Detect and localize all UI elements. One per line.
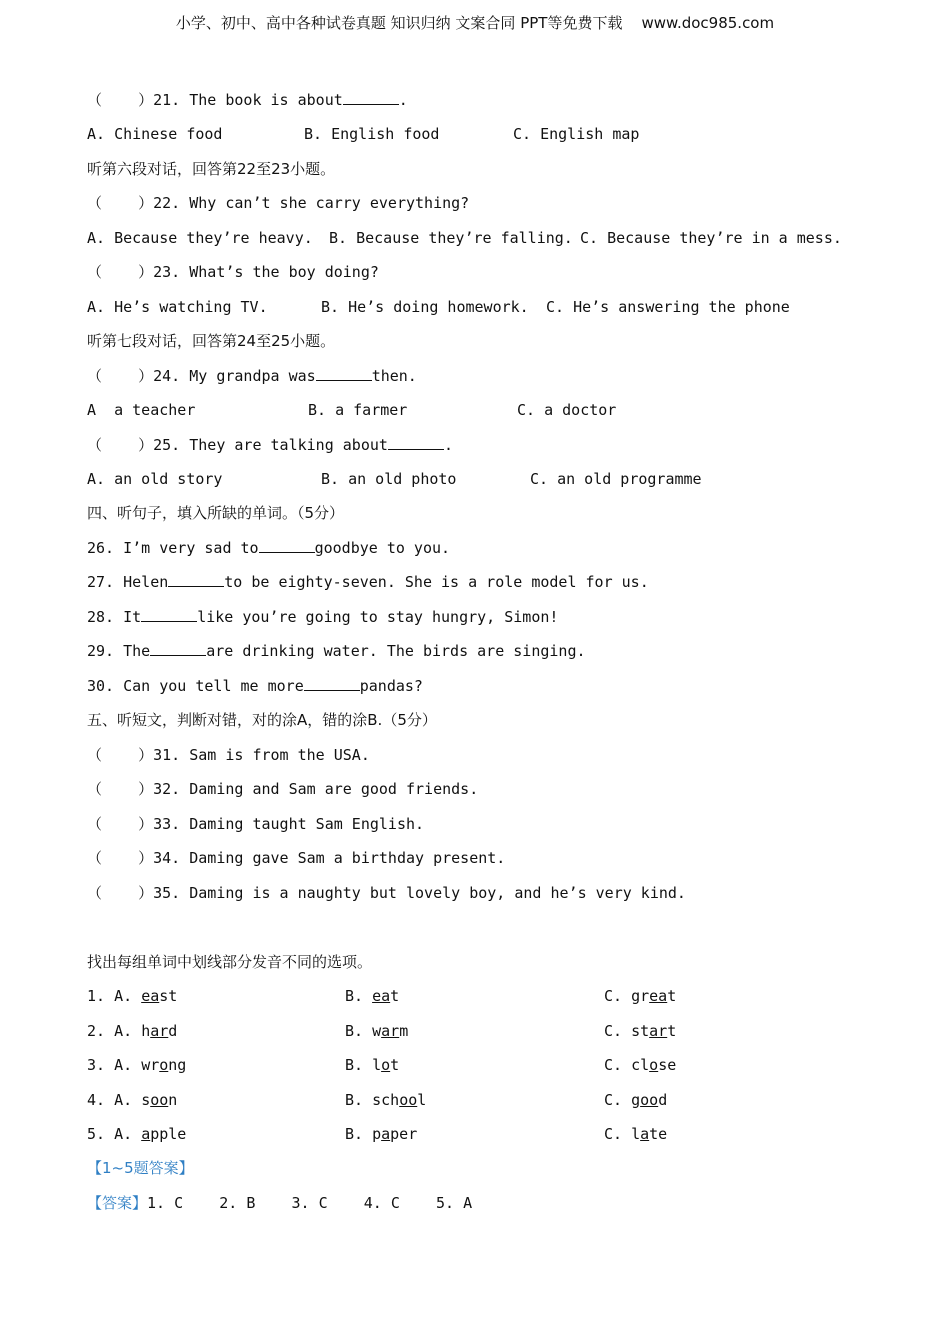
word-part: t [390, 1056, 400, 1074]
page-header: 小学、初中、高中各种试卷真题 知识归纳 文案合同 PPT等免费下载 www.doc985.com [175, 14, 775, 32]
word-part: st [159, 987, 178, 1005]
word-part: wr [141, 1056, 160, 1074]
word-part: per [390, 1125, 418, 1143]
option-22-c: C. Because they’re in a mess. [580, 229, 842, 247]
word-part: l [372, 1056, 382, 1074]
fill-30 [87, 676, 423, 696]
question-21-stem: （ ）21. The book is about [87, 91, 343, 109]
question-23: （ ）23. What’s the boy doing? [87, 263, 379, 281]
phonics-num: 1. A. [87, 987, 142, 1005]
fill-26-pre: 26. I’m very sad to [87, 539, 259, 557]
phonics-2-b [345, 1021, 408, 1041]
underlined-part: oo [150, 1091, 169, 1109]
option-22-b: B. Because they’re falling. [329, 229, 573, 247]
underlined-part: a [640, 1125, 650, 1143]
word-part: p [372, 1125, 382, 1143]
option-23-c: C. He’s answering the phone [546, 298, 790, 316]
underlined-part: ar [150, 1022, 169, 1040]
word-part: m [399, 1022, 409, 1040]
question-22: （ ）22. Why can’t she carry everything? [87, 194, 470, 212]
tf-31: （ ）31. Sam is from the USA. [87, 746, 370, 764]
option-label: C. [604, 1022, 632, 1040]
word-part: s [141, 1091, 151, 1109]
part-5-title: 五、听短文，判断对错，对的涂A，错的涂B.（5分） [87, 711, 437, 729]
phonics-5-a [87, 1124, 186, 1144]
word-part: d [168, 1022, 178, 1040]
underlined-part: ea [141, 987, 160, 1005]
option-label: C. [604, 1056, 632, 1074]
option-label: B. [345, 1125, 373, 1143]
word-part: pple [150, 1125, 187, 1143]
option-label: C. [604, 1125, 632, 1143]
answer-heading: 【1~5题答案】 [87, 1159, 194, 1177]
answer-blank [141, 607, 197, 622]
phonics-4-c [604, 1090, 667, 1110]
tf-34: （ ）34. Daming gave Sam a birthday present. [87, 849, 506, 867]
answer-blank [168, 572, 224, 587]
option-23-a: A. He’s watching TV. [87, 298, 268, 316]
answer-blank [316, 366, 372, 381]
question-24-end: then. [371, 367, 417, 385]
option-21-a: A. Chinese food [87, 125, 223, 143]
phonics-3-b [345, 1055, 399, 1075]
underlined-part: o [159, 1056, 169, 1074]
answer-blank [304, 676, 360, 691]
question-25-end: . [443, 436, 453, 454]
answer-blank [343, 90, 399, 105]
phonics-1-a [87, 986, 177, 1006]
fill-27-post: to be eighty-seven. She is a role model for us. [224, 573, 649, 591]
phonics-num: 5. A. [87, 1125, 142, 1143]
word-part: t [667, 1022, 677, 1040]
fill-28-post: like you’re going to stay hungry, Simon! [197, 608, 559, 626]
question-25 [87, 435, 453, 455]
underlined-part: a [381, 1125, 391, 1143]
option-25-c: C. an old programme [530, 470, 702, 488]
fill-29-pre: 29. The [87, 642, 151, 660]
word-part: gr [631, 987, 650, 1005]
word-part: w [372, 1022, 382, 1040]
answer-blank [150, 641, 206, 656]
option-25-a: A. an old story [87, 470, 223, 488]
phonics-3-a [87, 1055, 186, 1075]
question-21 [87, 90, 408, 110]
question-24 [87, 366, 417, 386]
option-25-b: B. an old photo [321, 470, 457, 488]
question-25-stem: （ ）25. They are talking about [87, 436, 388, 454]
word-part: st [631, 1022, 650, 1040]
phonics-3-c [604, 1055, 676, 1075]
phonics-5-c [604, 1124, 667, 1144]
section-6-heading: 听第六段对话，回答第22至23小题。 [87, 160, 336, 178]
option-label: B. [345, 987, 373, 1005]
underlined-part: o [649, 1056, 659, 1074]
option-24-a: A a teacher [87, 401, 196, 419]
underlined-part: ar [381, 1022, 400, 1040]
underlined-part: o [381, 1056, 391, 1074]
phonics-1-b [345, 986, 399, 1006]
word-part: l [631, 1125, 641, 1143]
word-part: se [658, 1056, 677, 1074]
option-label: B. [345, 1056, 373, 1074]
question-24-stem: （ ）24. My grandpa was [87, 367, 316, 385]
word-part: ng [168, 1056, 187, 1074]
option-22-a: A. Because they’re heavy. [87, 229, 313, 247]
phonics-2-a [87, 1021, 177, 1041]
part-4-title: 四、听句子，填入所缺的单词。（5分） [87, 504, 345, 522]
answer-line [87, 1193, 472, 1213]
answer-label: 【答案】 [87, 1194, 148, 1212]
underlined-part: oo [640, 1091, 659, 1109]
fill-29-post: are drinking water. The birds are singing. [206, 642, 586, 660]
phonics-num: 4. A. [87, 1091, 142, 1109]
word-part: te [649, 1125, 668, 1143]
phonics-5-b [345, 1124, 417, 1144]
answer-values: 1. C 2. B 3. C 4. C 5. A [147, 1194, 473, 1212]
underlined-part: ea [649, 987, 668, 1005]
fill-28-pre: 28. It [87, 608, 142, 626]
option-label: C. [604, 987, 632, 1005]
phonics-num: 3. A. [87, 1056, 142, 1074]
fill-26-post: goodbye to you. [314, 539, 451, 557]
option-24-b: B. a farmer [308, 401, 408, 419]
option-23-b: B. He’s doing homework. [321, 298, 529, 316]
phonics-2-c [604, 1021, 676, 1041]
fill-29 [87, 641, 586, 661]
word-part: t [667, 987, 677, 1005]
fill-28 [87, 607, 558, 627]
fill-27-pre: 27. Helen [87, 573, 169, 591]
tf-35: （ ）35. Daming is a naughty but lovely boy, and he’s very kind. [87, 884, 686, 902]
section-7-heading: 听第七段对话，回答第24至25小题。 [87, 332, 336, 350]
underlined-part: oo [399, 1091, 418, 1109]
word-part: d [658, 1091, 668, 1109]
phonics-num: 2. A. [87, 1022, 142, 1040]
phonics-1-c [604, 986, 676, 1006]
word-part: sch [372, 1091, 400, 1109]
underlined-part: ar [649, 1022, 668, 1040]
option-label: B. [345, 1091, 373, 1109]
fill-30-pre: 30. Can you tell me more [87, 677, 304, 695]
option-label: C. [604, 1091, 632, 1109]
fill-30-post: pandas? [359, 677, 423, 695]
option-21-c: C. English map [513, 125, 640, 143]
option-21-b: B. English food [304, 125, 440, 143]
phonics-4-a [87, 1090, 177, 1110]
answer-blank [259, 538, 315, 553]
word-part: g [631, 1091, 641, 1109]
question-21-end: . [398, 91, 408, 109]
underlined-part: ea [372, 987, 391, 1005]
tf-32: （ ）32. Daming and Sam are good friends. [87, 780, 479, 798]
word-part: cl [631, 1056, 650, 1074]
phonics-4-b [345, 1090, 426, 1110]
option-label: B. [345, 1022, 373, 1040]
underlined-part: a [141, 1125, 151, 1143]
word-part: l [417, 1091, 427, 1109]
answer-blank [388, 435, 444, 450]
word-part: h [141, 1022, 151, 1040]
fill-26 [87, 538, 450, 558]
fill-27 [87, 572, 649, 592]
tf-33: （ ）33. Daming taught Sam English. [87, 815, 425, 833]
word-part: n [168, 1091, 178, 1109]
phonics-title: 找出每组单词中划线部分发音不同的选项。 [87, 953, 373, 971]
word-part: t [390, 987, 400, 1005]
option-24-c: C. a doctor [517, 401, 617, 419]
